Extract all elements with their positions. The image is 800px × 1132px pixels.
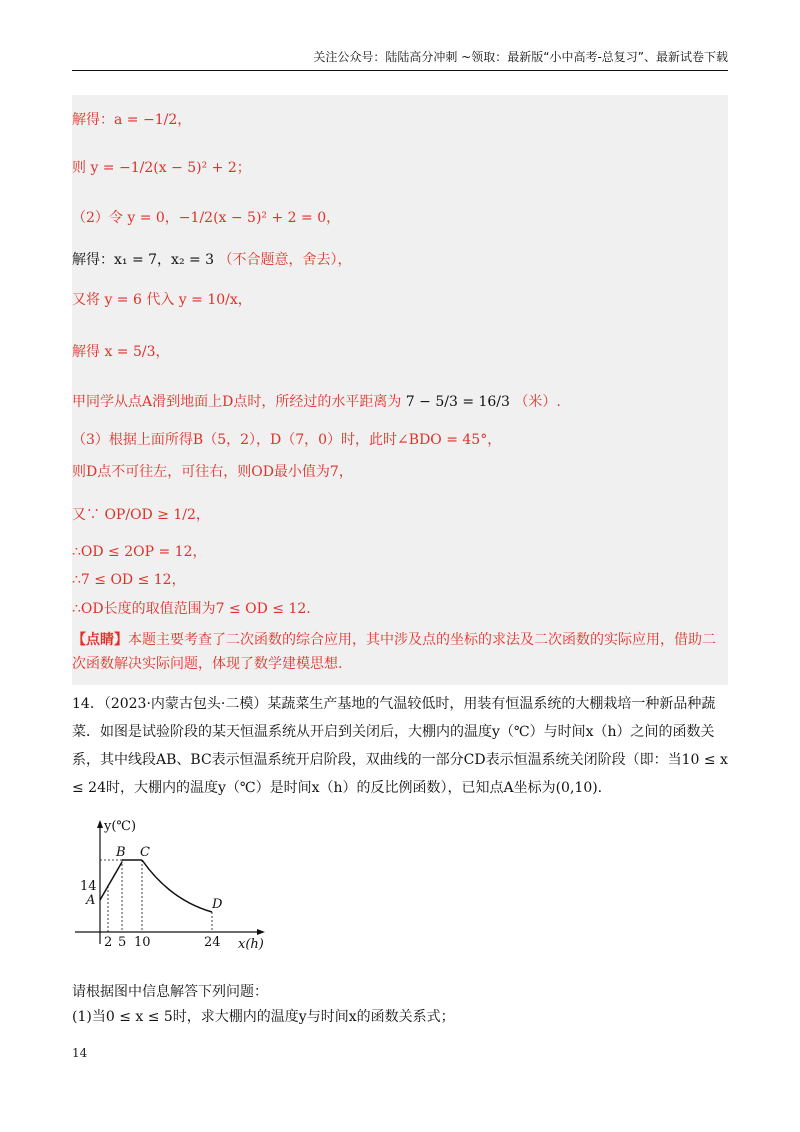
solution-line-7-unit: （米）. [514,394,561,410]
solution-line-4-note: （不合题意，舍去）， [218,252,352,268]
question-instruction: 请根据图中信息解答下列问题： [72,984,268,1000]
solution-line-11: ∴OD ≤ 2OP = 12， [72,544,207,560]
solution-block [72,95,728,685]
solution-line-4-math: 解得：x₁ = 7，x₂ = 3 [72,252,215,268]
x-tick-10: 10 [134,935,151,950]
solution-line-12: ∴7 ≤ OD ≤ 12， [72,572,186,588]
x-axis-label: x(h) [238,937,264,952]
solution-line-2: 则 y = −1/2(x − 5)² + 2； [72,160,251,176]
solution-line-13: ∴OD长度的取值范围为7 ≤ OD ≤ 12. [72,601,311,617]
solution-line-7-math: 7 − 5/3 = 16/3 [405,394,510,410]
temperature-time-graph [70,814,270,964]
hyperbola-cd [142,860,212,912]
solution-line-1: 解得：a = −1/2， [72,112,192,128]
point-b-label: B [116,845,126,860]
point-c-label: C [140,845,150,860]
point-a-label: A [86,893,96,908]
solution-line-8: （3）根据上面所得B（5，2），D（7，0）时，此时∠BDO = 45°， [72,432,502,448]
y-axis-label: y(℃) [104,819,137,834]
page-header: 关注公众号：陆陆高分冲刺 ~领取：最新版“小中高考-总复习”、最新试卷下载 [72,44,728,71]
x-tick-24: 24 [204,935,221,950]
y-tick-14: 14 [80,879,97,894]
question-part-1: (1)当0 ≤ x ≤ 5时，求大棚内的温度y与时间x的函数关系式； [72,1009,455,1025]
key-point-note [72,628,728,676]
x-axis-arrow [257,929,265,935]
question-14-text: 14．（2023·内蒙古包头·二模）某蔬菜生产基地的气温较低时，用装有恒温系统的大棚栽培一种新品种蔬菜．如图是试验阶段的某天恒温系统从开启到关闭后，大棚内的温度y（℃）与时间x（h）之间的函数关系，其中线段AB、BC表示恒温系统开启阶段，双曲线的一部分CD表示恒温系统关闭阶段（即：当10 ≤ x ≤ 24时，大棚内的温度y（℃）是时间x（h）的反比例函数），已知点A坐标为(0,10). [72,696,728,796]
point-d-label: D [212,897,223,912]
x-tick-2: 2 [104,935,113,950]
x-tick-5: 5 [118,935,127,950]
solution-line-6: 解得 x = 5/3， [72,344,170,360]
solution-line-7-text: 甲同学从点A滑到地面上D点时，所经过的水平距离为 [72,394,402,410]
solution-line-10: 又∵ OP/OD ≥ 1/2， [72,507,210,523]
y-axis-arrow [97,820,103,828]
solution-line-5: 又将 y = 6 代入 y = 10/x， [72,292,252,308]
key-point-tag: 【点睛】 [72,632,128,648]
solution-line-7 [72,392,561,412]
key-point-text: 本题主要考查了二次函数的综合应用，其中涉及点的坐标的求法及二次函数的实际应用，借助二次函数解决实际问题，体现了数学建模思想. [72,632,716,672]
page-number: 14 [72,1046,88,1060]
solution-line-4 [72,250,352,270]
solution-line-9: 则D点不可往左，可往右，则OD最小值为7， [72,464,353,480]
solution-line-3: （2）令 y = 0，−1/2(x − 5)² + 2 = 0， [72,210,341,226]
segment-ab [100,862,122,900]
